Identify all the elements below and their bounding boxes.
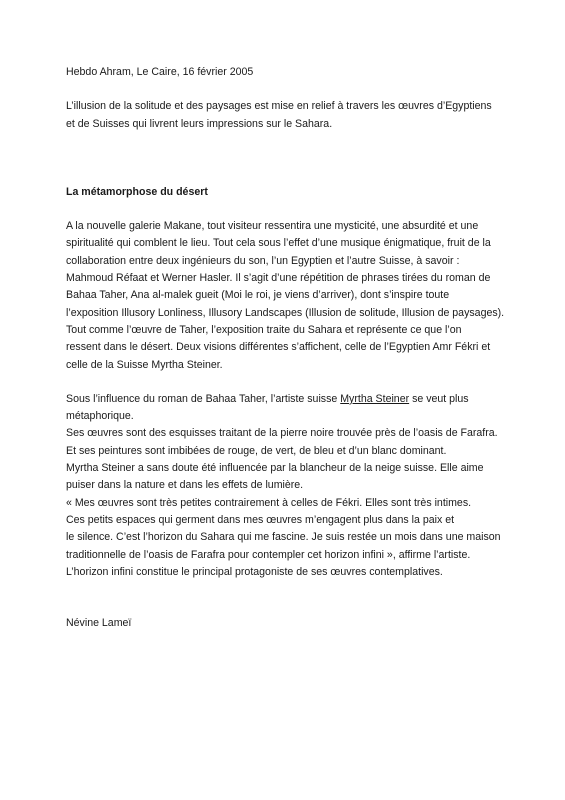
paragraph-line: Ses œuvres sont des esquisses traitant de la pierre noire trouvée près de l’oasis de Farafra. — [66, 427, 498, 440]
paragraph-line: spiritualité qui comblent le lieu. Tout cela sous l’effet d’une musique énigmatique, fruit de la — [66, 237, 491, 250]
paragraph-line: le silence. C’est l’horizon du Sahara qui me fascine. Je suis restée un mois dans une maison — [66, 531, 501, 544]
paragraph-line: A la nouvelle galerie Makane, tout visiteur ressentira une mysticité, une absurdité et une — [66, 220, 479, 233]
line-text: se veut plus — [409, 392, 469, 405]
source-line: Hebdo Ahram, Le Caire, 16 février 2005 — [66, 66, 254, 78]
paragraph-line: Et ses peintures sont imbibées de rouge, de vert, de bleu et d’un blanc dominant. — [66, 444, 447, 457]
paragraph-line: Myrtha Steiner a sans doute été influencée par la blancheur de la neige suisse. Elle aime — [66, 462, 484, 475]
paragraph-line — [66, 391, 516, 408]
intro-line: L’illusion de la solitude et des paysages est mise en relief à travers les œuvres d’Egyptiens — [66, 100, 492, 113]
paragraph-line: « Mes œuvres sont très petites contrairement à celles de Fékri. Elles sont très intimes. — [66, 496, 472, 509]
paragraph-line: L’horizon infini constitue le principal protagoniste de ses œuvres contemplatives. — [66, 565, 443, 578]
paragraph-1 — [66, 218, 516, 374]
paragraph-line: Bahaa Taher, Ana al-malek gueit (Moi le roi, je viens d’arriver), dont s’inspire toute — [66, 289, 450, 302]
paragraph-line: collaboration entre deux ingénieurs du son, l’un Egyptien et l’autre Suisse, à savoir : — [66, 254, 460, 267]
paragraph-line: Ces petits espaces qui germent dans mes œuvres m’engagent plus dans la paix et — [66, 513, 455, 526]
paragraph-2 — [66, 391, 516, 581]
paragraph-line: puiser dans la nature et dans les effets de lumière. — [66, 479, 304, 492]
paragraph-line: Tout comme l’œuvre de Taher, l’exposition traite du Sahara et représente ce que l’on — [66, 323, 462, 336]
paragraph-line: métaphorique. — [66, 410, 134, 423]
artist-link[interactable]: Myrtha Steiner — [340, 392, 410, 405]
paragraph-line: Mahmoud Réfaat et Werner Hasler. Il s’agit d’une répétition de phrases tirées du roman de — [66, 272, 491, 285]
line-text: Sous l’influence du roman de Bahaa Taher, l’artiste suisse — [66, 392, 341, 405]
paragraph-line: ressent dans le désert. Deux visions différentes s’affichent, celle de l’Egyptien Amr Fékri et — [66, 341, 491, 354]
intro-line: et de Suisses qui livrent leurs impressions sur le Sahara. — [66, 117, 333, 130]
paragraph-line: traditionnelle de l’oasis de Farafra pour contempler cet horizon infini », affirme l’artiste. — [66, 548, 471, 561]
article-heading: La métamorphose du désert — [66, 185, 208, 198]
author-name: Névine Lameï — [66, 617, 132, 630]
paragraph-line: l’exposition Illusory Lonliness, Illusory Landscapes (Illusion de solitude, Illusion de paysages). — [66, 306, 505, 319]
article — [66, 64, 516, 632]
intro-paragraph — [66, 98, 516, 133]
paragraph-line: celle de la Suisse Myrtha Steiner. — [66, 358, 223, 371]
